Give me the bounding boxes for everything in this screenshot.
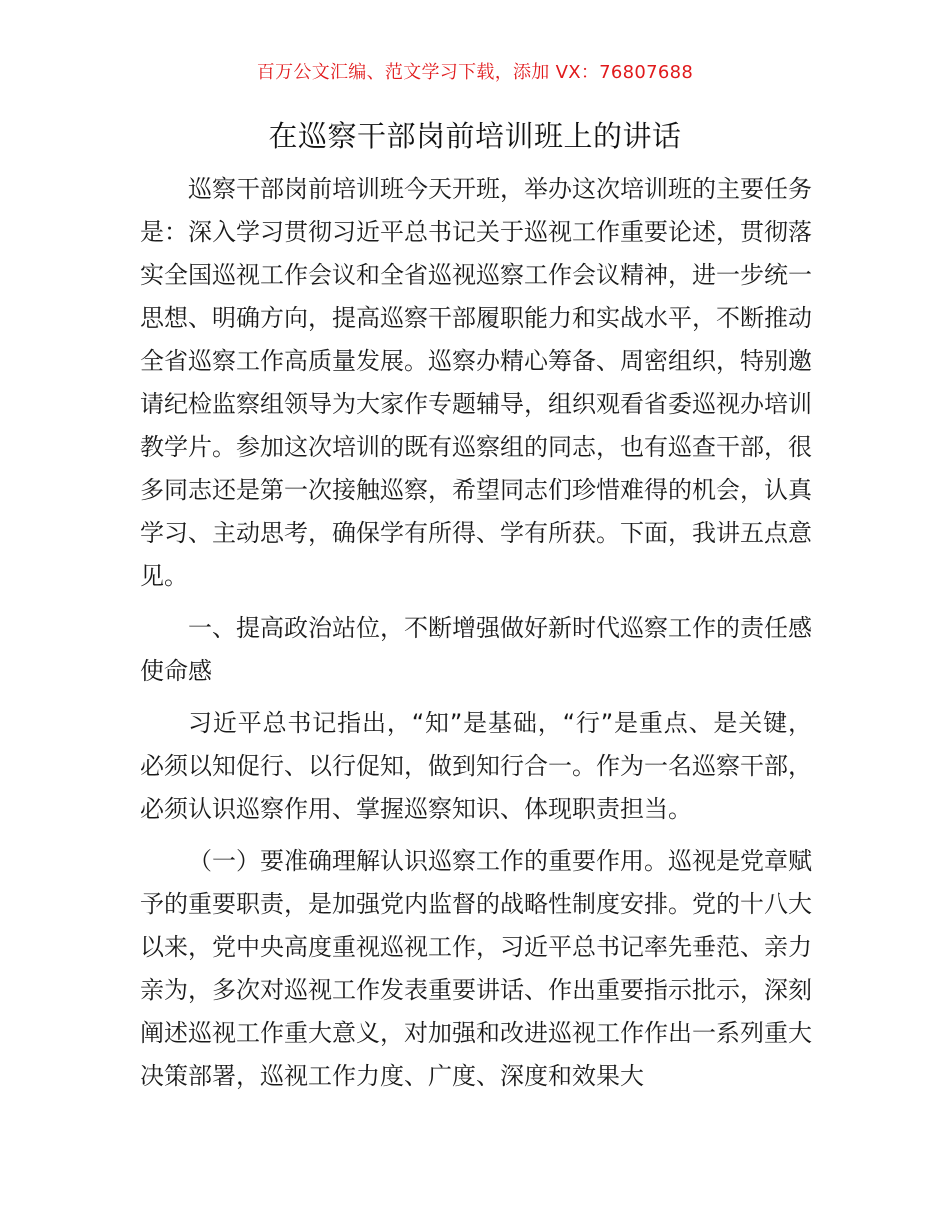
paragraph-subsection-1: （一）要准确理解认识巡察工作的重要作用。巡视是党章赋予的重要职责，是加强党内监督的战略性制度安排。党的十八大以来，党中央高度重视巡视工作，习近平总书记率先垂范、亲力亲为，多次对巡视工作发表重要讲话、作出重要指示批示，深刻阐述巡视工作重大意义，对加强和改进巡视工作作出一系列重大决策部署，巡视工作力度、广度、深度和效果大 [140,847,812,1090]
document-title: 在巡察干部岗前培训班上的讲话 [268,119,682,153]
document-body [140,168,812,1107]
promo-header-note: 百万公文汇编、范文学习下载，添加 VX：76807688 [256,62,694,83]
section-heading-1: 一、提高政治站位，不断增强做好新时代巡察工作的责任感使命感 [140,614,812,685]
paragraph-knowledge-action: 习近平总书记指出，“知”是基础，“行”是重点、是关键，必须以知促行、以行促知，做到知行合一。作为一名巡察干部，必须认识巡察作用、掌握巡察知识、体现职责担当。 [140,709,812,823]
paragraph-intro: 巡察干部岗前培训班今天开班，举办这次培训班的主要任务是：深入学习贯彻习近平总书记关于巡视工作重要论述，贯彻落实全国巡视工作会议和全省巡视巡察工作会议精神，进一步统一思想、明确方向，提高巡察干部履职能力和实战水平，不断推动全省巡察工作高质量发展。巡察办精心筹备、周密组织，特别邀请纪检监察组领导为大家作专题辅导，组织观看省委巡视办培训教学片。参加这次培训的既有巡察组的同志，也有巡查干部，很多同志还是第一次接触巡察，希望同志们珍惜难得的机会，认真学习、主动思考，确保学有所得、学有所获。下面，我讲五点意见。 [140,175,812,590]
